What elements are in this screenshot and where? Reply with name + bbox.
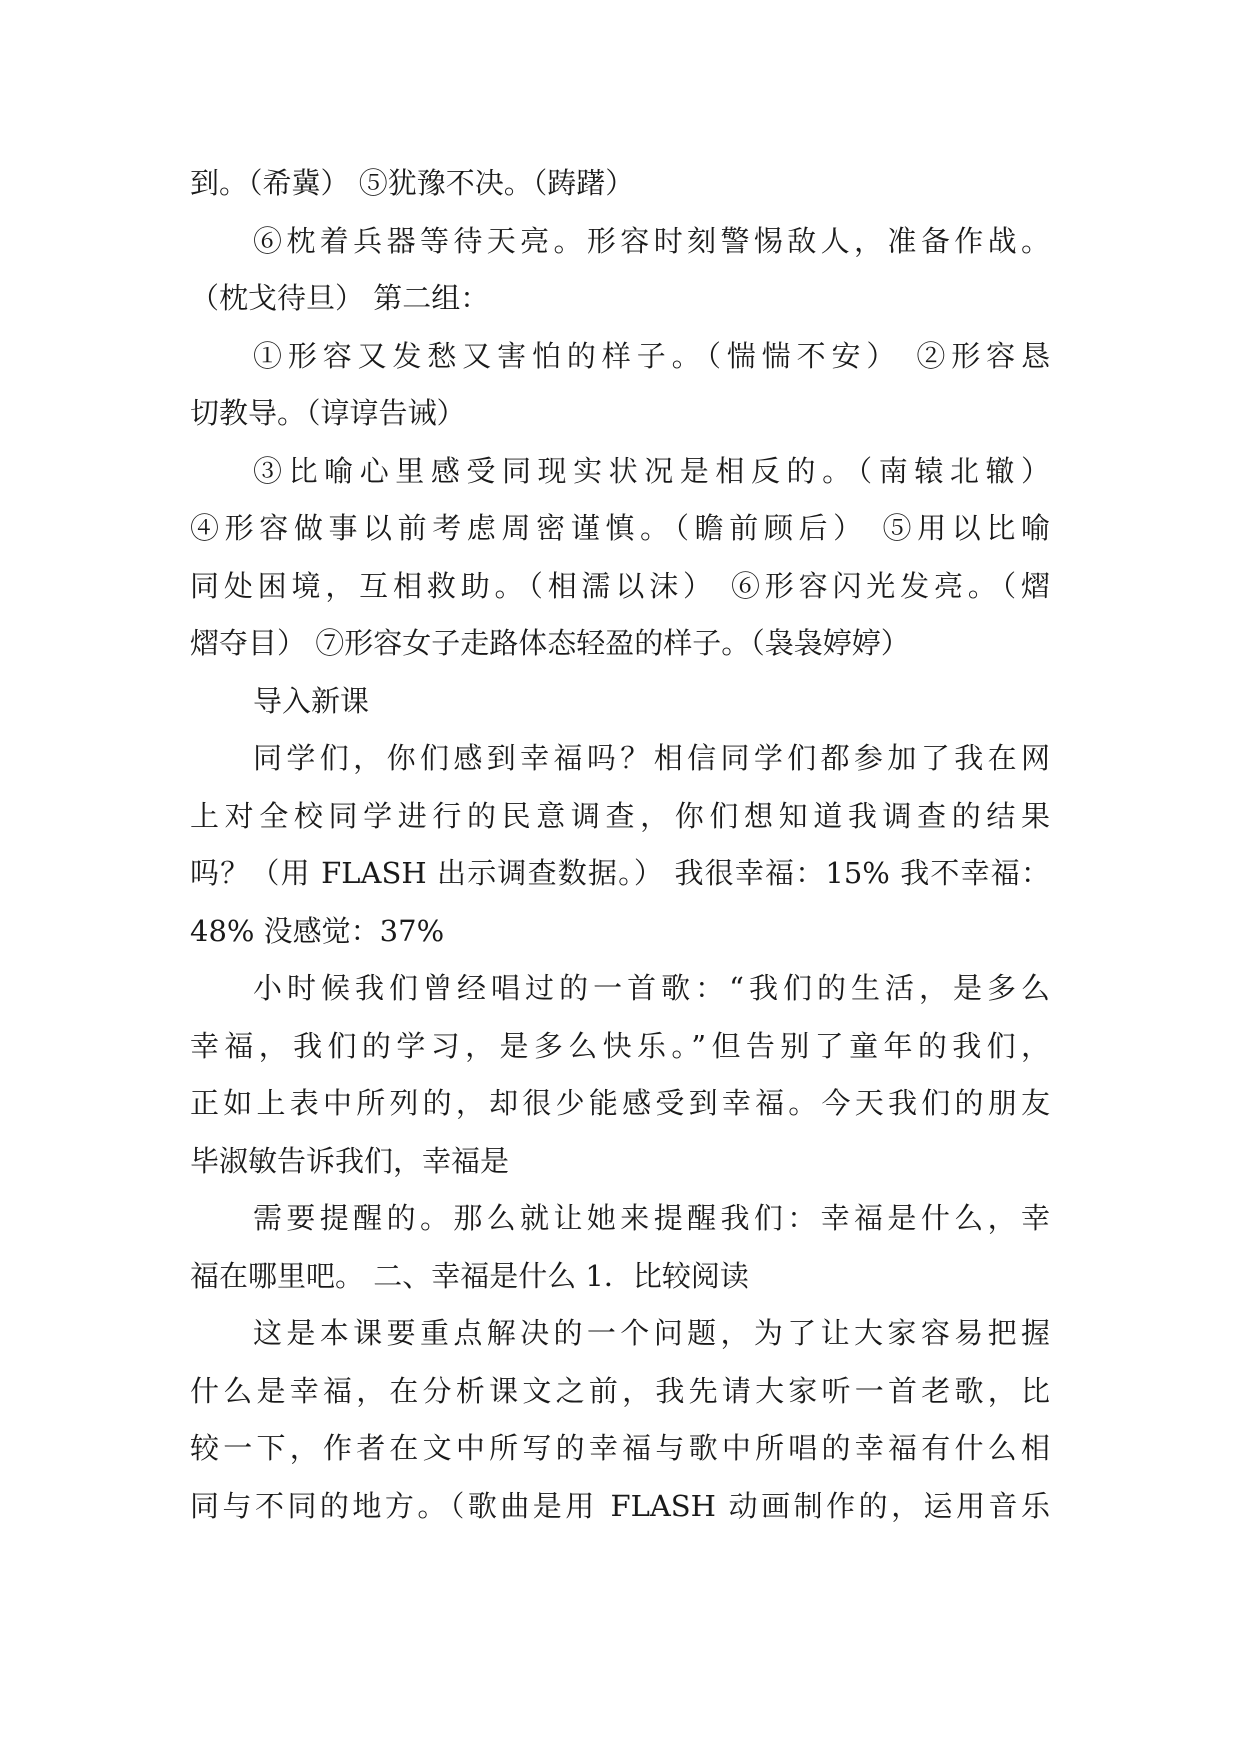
text-line: 同学们，你们感到幸福吗？相信同学们都参加了我在网	[253, 741, 1050, 775]
text-line: ④形容做事以前考虑周密谨慎。（瞻前顾后） ⑤用以比喻	[190, 511, 1050, 545]
text-line: ③比喻心里感受同现实状况是相反的。（南辕北辙）	[253, 454, 1050, 488]
text-line: ①形容又发愁又害怕的样子。（惴惴不安） ②形容恳	[253, 339, 1050, 373]
text-line: 福在哪里吧。 二、幸福是什么 1．比较阅读	[190, 1259, 749, 1293]
text-line: 较一下，作者在文中所写的幸福与歌中所唱的幸福有什么相	[190, 1431, 1050, 1465]
text-line: 切教导。（谆谆告诫）	[190, 396, 466, 430]
text-line: 到。（希冀） ⑤犹豫不决。（踌躇）	[190, 166, 635, 200]
text-line: 吗？（用 FLASH 出示调查数据。） 我很幸福：15% 我不幸福：	[190, 856, 1050, 890]
text-line: ⑥枕着兵器等待天亮。形容时刻警惕敌人，准备作战。	[253, 224, 1050, 258]
section-heading: 导入新课	[253, 684, 370, 718]
text-line: 熠夺目） ⑦形容女子走路体态轻盈的样子。（袅袅婷婷）	[190, 626, 910, 660]
text-line: 这是本课要重点解决的一个问题，为了让大家容易把握	[253, 1316, 1050, 1350]
text-line: 正如上表中所列的，却很少能感受到幸福。今天我们的朋友	[190, 1086, 1050, 1120]
text-line: 上对全校同学进行的民意调查，你们想知道我调查的结果	[190, 799, 1050, 833]
text-line: 什么是幸福，在分析课文之前，我先请大家听一首老歌，比	[190, 1374, 1050, 1408]
text-line: 需要提醒的。那么就让她来提醒我们：幸福是什么，幸	[253, 1201, 1050, 1235]
text-line: 同与不同的地方。（歌曲是用 FLASH 动画制作的，运用音乐	[190, 1489, 1050, 1523]
text-line: 毕淑敏告诉我们，幸福是	[190, 1144, 510, 1178]
text-line: 小时候我们曾经唱过的一首歌：“我们的生活，是多么	[253, 971, 1050, 1005]
text-line: 48% 没感觉：37%	[190, 914, 445, 948]
text-line: （枕戈待旦） 第二组：	[190, 281, 490, 315]
text-line: 同处困境，互相救助。（相濡以沫） ⑥形容闪光发亮。（熠	[190, 569, 1050, 603]
text-line: 幸福，我们的学习，是多么快乐。”但告别了童年的我们，	[190, 1029, 1050, 1063]
